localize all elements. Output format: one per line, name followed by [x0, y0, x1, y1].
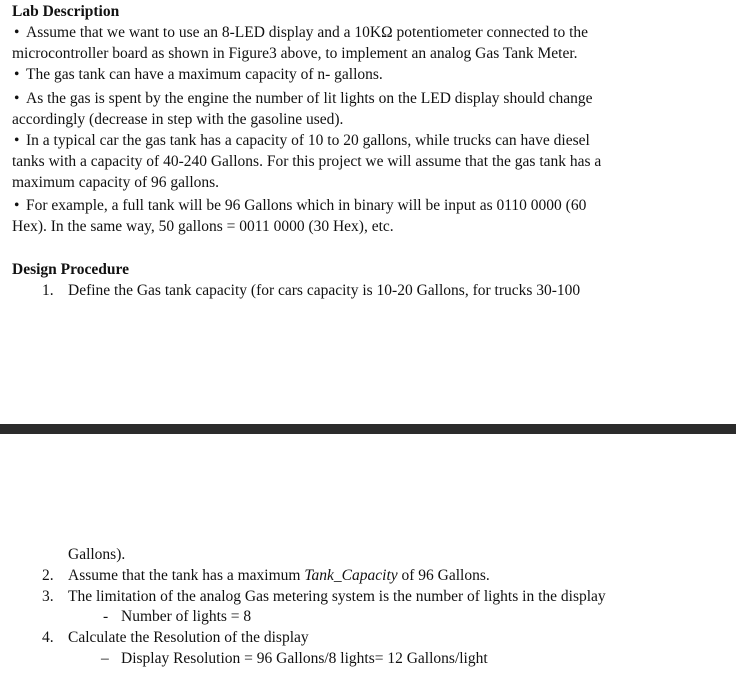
bullet-4-line-3: maximum capacity of 96 gallons. — [12, 174, 220, 191]
design-procedure-heading: Design Procedure — [12, 261, 129, 278]
bullet-icon: • — [14, 197, 20, 214]
sub-3-text: Number of lights = 8 — [121, 608, 252, 625]
bullet-icon: • — [14, 90, 20, 107]
step-2-pre: Assume that the tank has a maximum — [68, 567, 305, 584]
bullet-3-line-2: accordingly (decrease in step with the gasoline used). — [12, 111, 344, 128]
bullet-text: In a typical car the gas tank has a capacity of 10 to 20 gallons, while trucks can have diesel — [26, 132, 590, 149]
bullet-5-line-1 — [14, 196, 586, 216]
step-3-number: 3. — [42, 588, 54, 605]
lab-description-heading: Lab Description — [12, 3, 120, 20]
bullet-4-line-2: tanks with a capacity of 40-240 Gallons. For this project we will assume that the gas tank has a — [12, 153, 602, 170]
step-4-number: 4. — [42, 629, 54, 646]
bullet-text: The gas tank can have a maximum capacity of n- gallons. — [26, 66, 383, 83]
bullet-1-line-2: microcontroller board as shown in Figure3 above, to implement an analog Gas Tank Meter. — [12, 45, 578, 62]
step-1-number: 1. — [42, 282, 54, 299]
bullet-icon: • — [14, 132, 20, 149]
bullet-4-line-1 — [14, 131, 590, 151]
sub-4-dash-icon: – — [101, 650, 109, 667]
step-1-text: Define the Gas tank capacity (for cars capacity is 10-20 Gallons, for trucks 30-100 — [68, 282, 581, 299]
sub-3-dash-icon: - — [103, 608, 109, 625]
bullet-text: As the gas is spent by the engine the number of lit lights on the LED display should change — [26, 90, 593, 107]
bullet-text: Assume that we want to use an 8-LED display and a 10KΩ potentiometer connected to the — [26, 24, 589, 41]
step-2-post: of 96 Gallons. — [397, 567, 490, 584]
bullet-text: For example, a full tank will be 96 Gallons which in binary will be input as 0110 0000 (60 — [26, 197, 587, 214]
step-1-continuation: Gallons). — [68, 546, 126, 563]
bullet-2-line-1 — [14, 65, 383, 85]
page-break-divider — [0, 424, 736, 434]
bullet-icon: • — [14, 24, 20, 41]
step-2-text — [68, 566, 490, 586]
sub-4-text: Display Resolution = 96 Gallons/8 lights= 12 Gallons/light — [121, 650, 488, 667]
bullet-3-line-1 — [14, 89, 593, 109]
step-4-text: Calculate the Resolution of the display — [68, 629, 309, 646]
bullet-5-line-2: Hex). In the same way, 50 gallons = 0011 0000 (30 Hex), etc. — [12, 218, 394, 235]
tank-capacity-term: Tank_Capacity — [304, 567, 398, 584]
step-2-number: 2. — [42, 567, 54, 584]
step-3-text: The limitation of the analog Gas metering system is the number of lights in the display — [68, 588, 606, 605]
bullet-icon: • — [14, 66, 20, 83]
bullet-1-line-1 — [14, 23, 588, 43]
